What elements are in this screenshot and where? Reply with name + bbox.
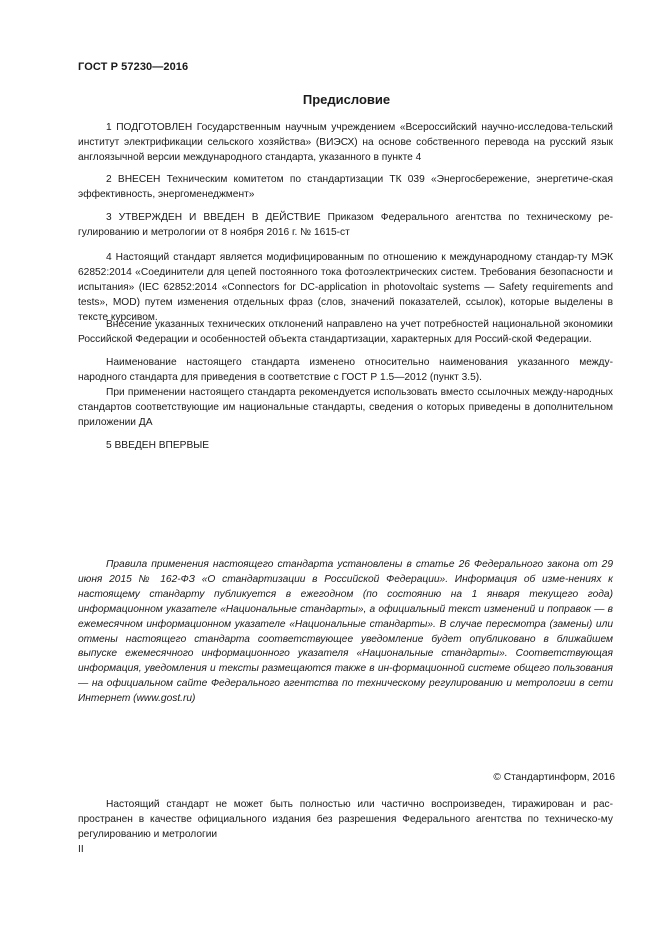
page-number: II — [78, 844, 84, 855]
paragraph-introduced: 2 ВНЕСЕН Техническим комитетом по стандартизации ТК 039 «Энергосбережение, энергетиче-ская эффективность, энергоменеджмент» — [78, 174, 613, 200]
rules-notice: Правила применения настоящего стандарта установлены в статье 26 Федерального закона от 29 июня 2015 № 162-ФЗ «О стандартизации в Российской Федерации». Информация об изме-нениях к настоящему стандарту публикуется в ежегодном (по состоянию на 1 января текущего года) информационном указателе «Национальные стандарты», а официальный текст изменений и поправок — в ежемесячном информационном указателе «Национальные стандарты». В случае пересмотра (замены) или отмены настоящего стандарта соответствующее уведомление будет опубликовано в ближайшем выпуске ежемесячного информационного указателя «Национальные стандарты». Соответствующая информация, уведомления и тексты размещаются также в ин-формационной системе общего пользования — на официальном сайте Федерального агентства по техническому регулированию и метрологии в сети Интернет (www.gost.ru) — [78, 559, 613, 705]
reproduction-notice: Настоящий стандарт не может быть полностью или частично воспроизведен, тиражирован и рас-пространен в качестве официального издания без разрешения Федерального агентства по техническо-му регулированию и метрологии — [78, 799, 613, 840]
paragraph-references: При применении настоящего стандарта рекомендуется использовать вместо ссылочных между-народных стандартов соответствующие им национальные стандарты, сведения о которых приведены в дополнительном приложении ДА — [78, 387, 613, 428]
paragraph-deviations: Внесение указанных технических отклонений направлено на учет потребностей национальной экономики Российской Федерации и особенностей объекта стандартизации, характерных для Россий-ской Федерации. — [78, 319, 613, 345]
paragraph-first-introduced: 5 ВВЕДЕН ВПЕРВЫЕ — [106, 440, 210, 451]
paragraph-title-change: Наименование настоящего стандарта изменено относительно наименования указанного между-народного стандарта для приведения в соответствие с ГОСТ Р 1.5—2012 (пункт 3.5). — [78, 357, 613, 383]
page-title: Предисловие — [302, 92, 391, 107]
copyright: © Стандартинформ, 2016 — [493, 772, 615, 783]
document-code: ГОСТ Р 57230—2016 — [78, 61, 189, 73]
paragraph-prepared: 1 ПОДГОТОВЛЕН Государственным научным учреждением «Всероссийский научно-исследова-тельский институт электрификации сельского хозяйства» (ВИЭСХ) на основе собственного перевода на русский язык англоязычной версии международного стандарта, указанного в пункте 4 — [78, 122, 613, 163]
paragraph-modified: 4 Настоящий стандарт является модифицированным по отношению к международному стандар-ту МЭК 62852:2014 «Соединители для цепей постоянного тока фотоэлектрических систем. Требования безопасности и испытания» (IEC 62852:2014 «Connectors for DC-application in photovoltaic systems — Safety requirements and tests», MOD) путем изменения отдельных фраз (слов, значений показателей, ссылок), которые выделены в тексте курсивом. — [78, 252, 613, 323]
paragraph-approved: 3 УТВЕРЖДЕН И ВВЕДЕН В ДЕЙСТВИЕ Приказом Федерального агентства по техническому ре-гулированию и метрологии от 8 ноября 2016 г. № 1615-ст — [78, 212, 613, 238]
